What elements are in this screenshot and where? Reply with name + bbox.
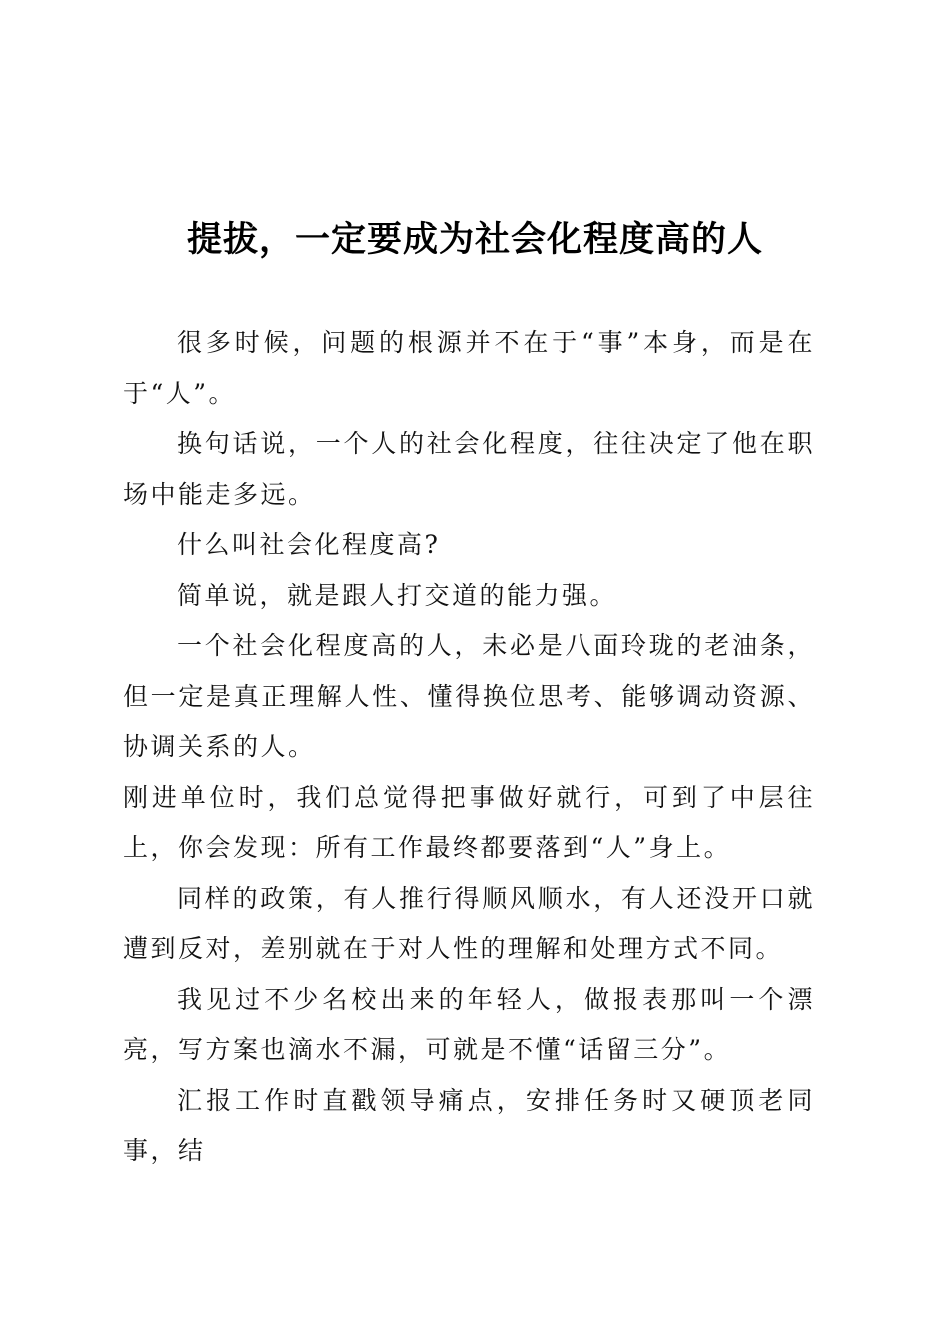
paragraph-6: 刚进单位时，我们总觉得把事做好就行，可到了中层往上，你会发现：所有工作最终都要落到“人”身上。	[123, 782, 815, 862]
paragraph-7: 同样的政策，有人推行得顺风顺水，有人还没开口就遭到反对，差别就在于对人性的理解和处理方式不同。	[123, 883, 815, 963]
paragraph-2: 换句话说，一个人的社会化程度，往往决定了他在职场中能走多远。	[123, 429, 815, 509]
paragraph-8: 我见过不少名校出来的年轻人，做报表那叫一个漂亮，写方案也滴水不漏，可就是不懂“话留三分”。	[123, 984, 815, 1064]
paragraph-9: 汇报工作时直戳领导痛点，安排任务时又硬顶老同事，结	[123, 1085, 815, 1165]
paragraph-4: 简单说，就是跟人打交道的能力强。	[177, 580, 618, 610]
document-body	[123, 318, 815, 1177]
document-title: 提拔，一定要成为社会化程度高的人	[186, 219, 763, 260]
paragraph-1: 很多时候，问题的根源并不在于“事”本身，而是在于“人”。	[123, 328, 815, 408]
paragraph-5: 一个社会化程度高的人，未必是八面玲珑的老油条，但一定是真正理解人性、懂得换位思考、能够调动资源、协调关系的人。	[123, 631, 815, 761]
paragraph-3: 什么叫社会化程度高?	[177, 530, 441, 559]
